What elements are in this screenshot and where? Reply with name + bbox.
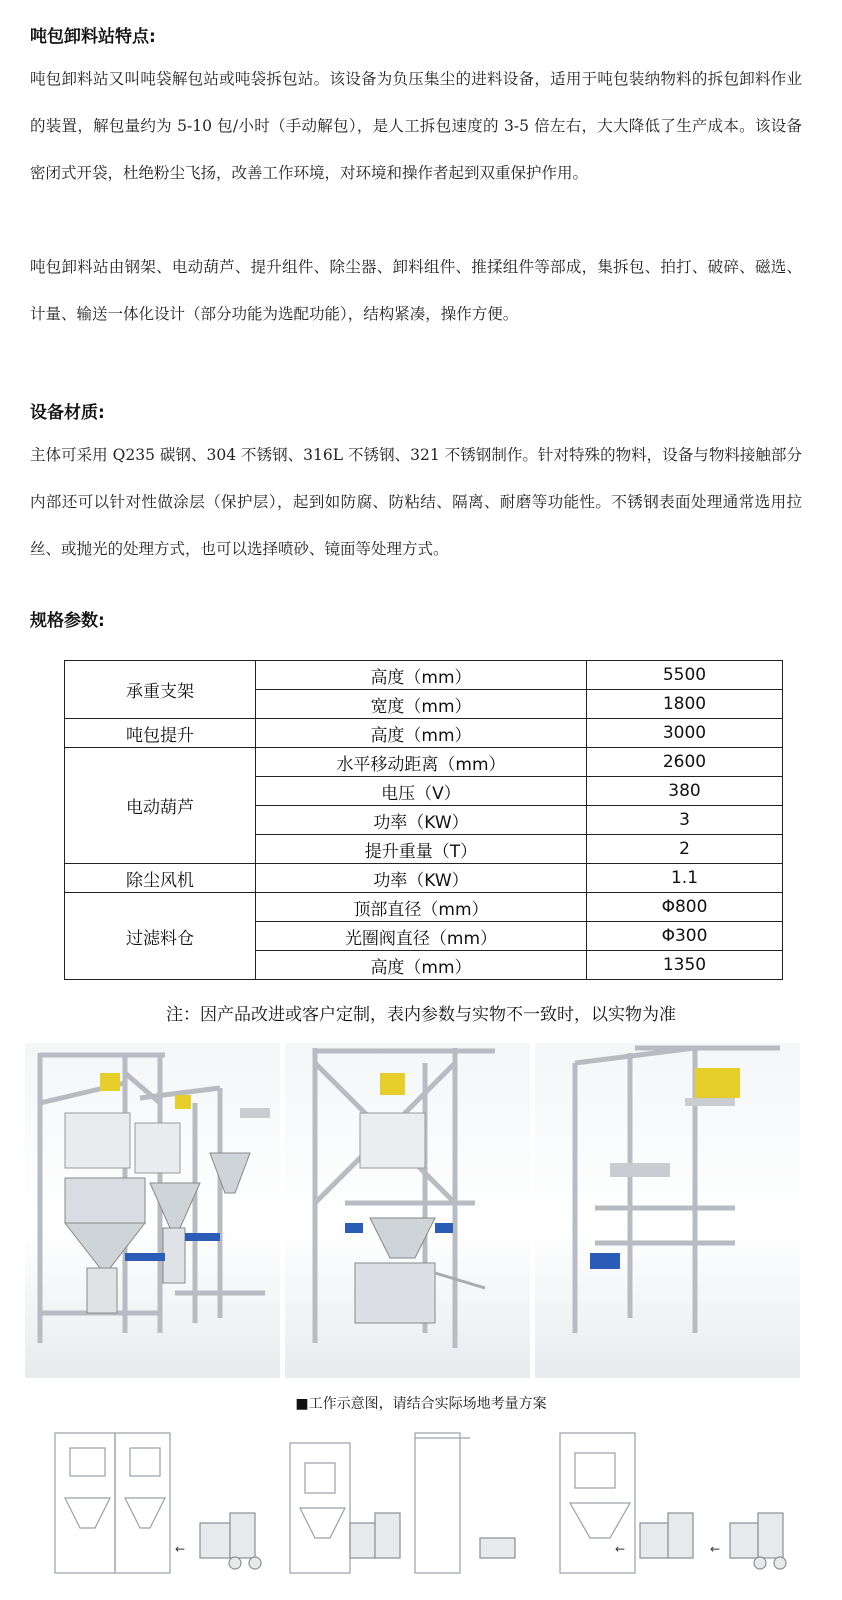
spec-param: 宽度（mm） (256, 690, 587, 719)
spec-param: 光圈阀直径（mm） (256, 922, 587, 951)
spec-row (65, 748, 783, 777)
spec-row (65, 661, 783, 690)
spec-value: 1.1 (587, 864, 783, 893)
spec-group-name: 电动葫芦 (65, 748, 256, 864)
working-diagram (50, 1428, 820, 1588)
spec-value: Φ800 (587, 893, 783, 922)
forklift-icons (200, 1513, 786, 1569)
spec-param: 水平移动距离（mm） (256, 748, 587, 777)
product-photo-double-station (25, 1043, 280, 1378)
spec-param: 功率（KW） (256, 864, 587, 893)
spec-value: 3000 (587, 719, 783, 748)
material-paragraph: 主体可采用 Q235 碳钢、304 不锈钢、316L 不锈钢、321 不锈钢制作。针对特殊的物料，设备与物料接触部分内部还可以针对性做涂层（保护层），起到如防腐、防粘结、隔离、耐磨等功能性。不锈钢表面处理通常选用拉丝、或抛光的处理方式，也可以选择喷砂、镜面等处理方式。 (30, 446, 802, 558)
spec-group-name: 承重支架 (65, 661, 256, 719)
spec-group-name: 过滤料仓 (65, 893, 256, 980)
single-station-illustration (285, 1043, 530, 1378)
product-photo-single-station (285, 1043, 530, 1378)
spec-value: 1350 (587, 951, 783, 980)
features-paragraph-1: 吨包卸料站又叫吨袋解包站或吨袋拆包站。该设备为负压集尘的进料设备，适用于吨包装纳物料的拆包卸料作业的装置，解包量约为 5-10 包/小时（手动解包），是人工拆包速度的 3-5 倍左右，大大降低了生产成本。该设备密闭式开袋，杜绝粉尘飞扬，改善工作环境，对环境和操作者起到双重保护作用。 (30, 70, 802, 182)
spec-param: 电压（V） (256, 777, 587, 806)
spec-param: 高度（mm） (256, 951, 587, 980)
spec-group-name: 除尘风机 (65, 864, 256, 893)
spec-row (65, 864, 783, 893)
spec-value: 2 (587, 835, 783, 864)
spec-value: Φ300 (587, 922, 783, 951)
spec-group-name: 吨包提升 (65, 719, 256, 748)
features-paragraph-2: 吨包卸料站由钢架、电动葫芦、提升组件、除尘器、卸料组件、推揉组件等部成，集拆包、拍打、破碎、磁选、计量、输送一体化设计（部分功能为选配功能），结构紧凑，操作方便。 (30, 258, 802, 323)
spec-param: 高度（mm） (256, 661, 587, 690)
spec-table (64, 660, 783, 980)
hoist-frame-illustration (535, 1043, 800, 1378)
spec-row (65, 893, 783, 922)
features-title: 吨包卸料站特点: (30, 27, 156, 47)
spec-param: 高度（mm） (256, 719, 587, 748)
diagram-caption: ■工作示意图，请结合实际场地考量方案 (295, 1396, 547, 1412)
spec-param: 提升重量（T） (256, 835, 587, 864)
specs-title: 规格参数: (30, 611, 105, 631)
spec-value: 2600 (587, 748, 783, 777)
spec-value: 5500 (587, 661, 783, 690)
spec-param: 功率（KW） (256, 806, 587, 835)
spec-row (65, 719, 783, 748)
material-title: 设备材质: (30, 403, 105, 423)
spec-note: 注：因产品改进或客户定制，表内参数与实物不一致时，以实物为准 (166, 1005, 676, 1025)
spec-value: 1800 (587, 690, 783, 719)
double-station-illustration (25, 1043, 280, 1378)
spec-value: 3 (587, 806, 783, 835)
svg-text:←: ← (615, 1542, 626, 1556)
svg-text:←: ← (175, 1542, 186, 1556)
spec-param: 顶部直径（mm） (256, 893, 587, 922)
product-photo-hoist-frame (535, 1043, 800, 1378)
spec-value: 380 (587, 777, 783, 806)
svg-text:←: ← (710, 1542, 721, 1556)
